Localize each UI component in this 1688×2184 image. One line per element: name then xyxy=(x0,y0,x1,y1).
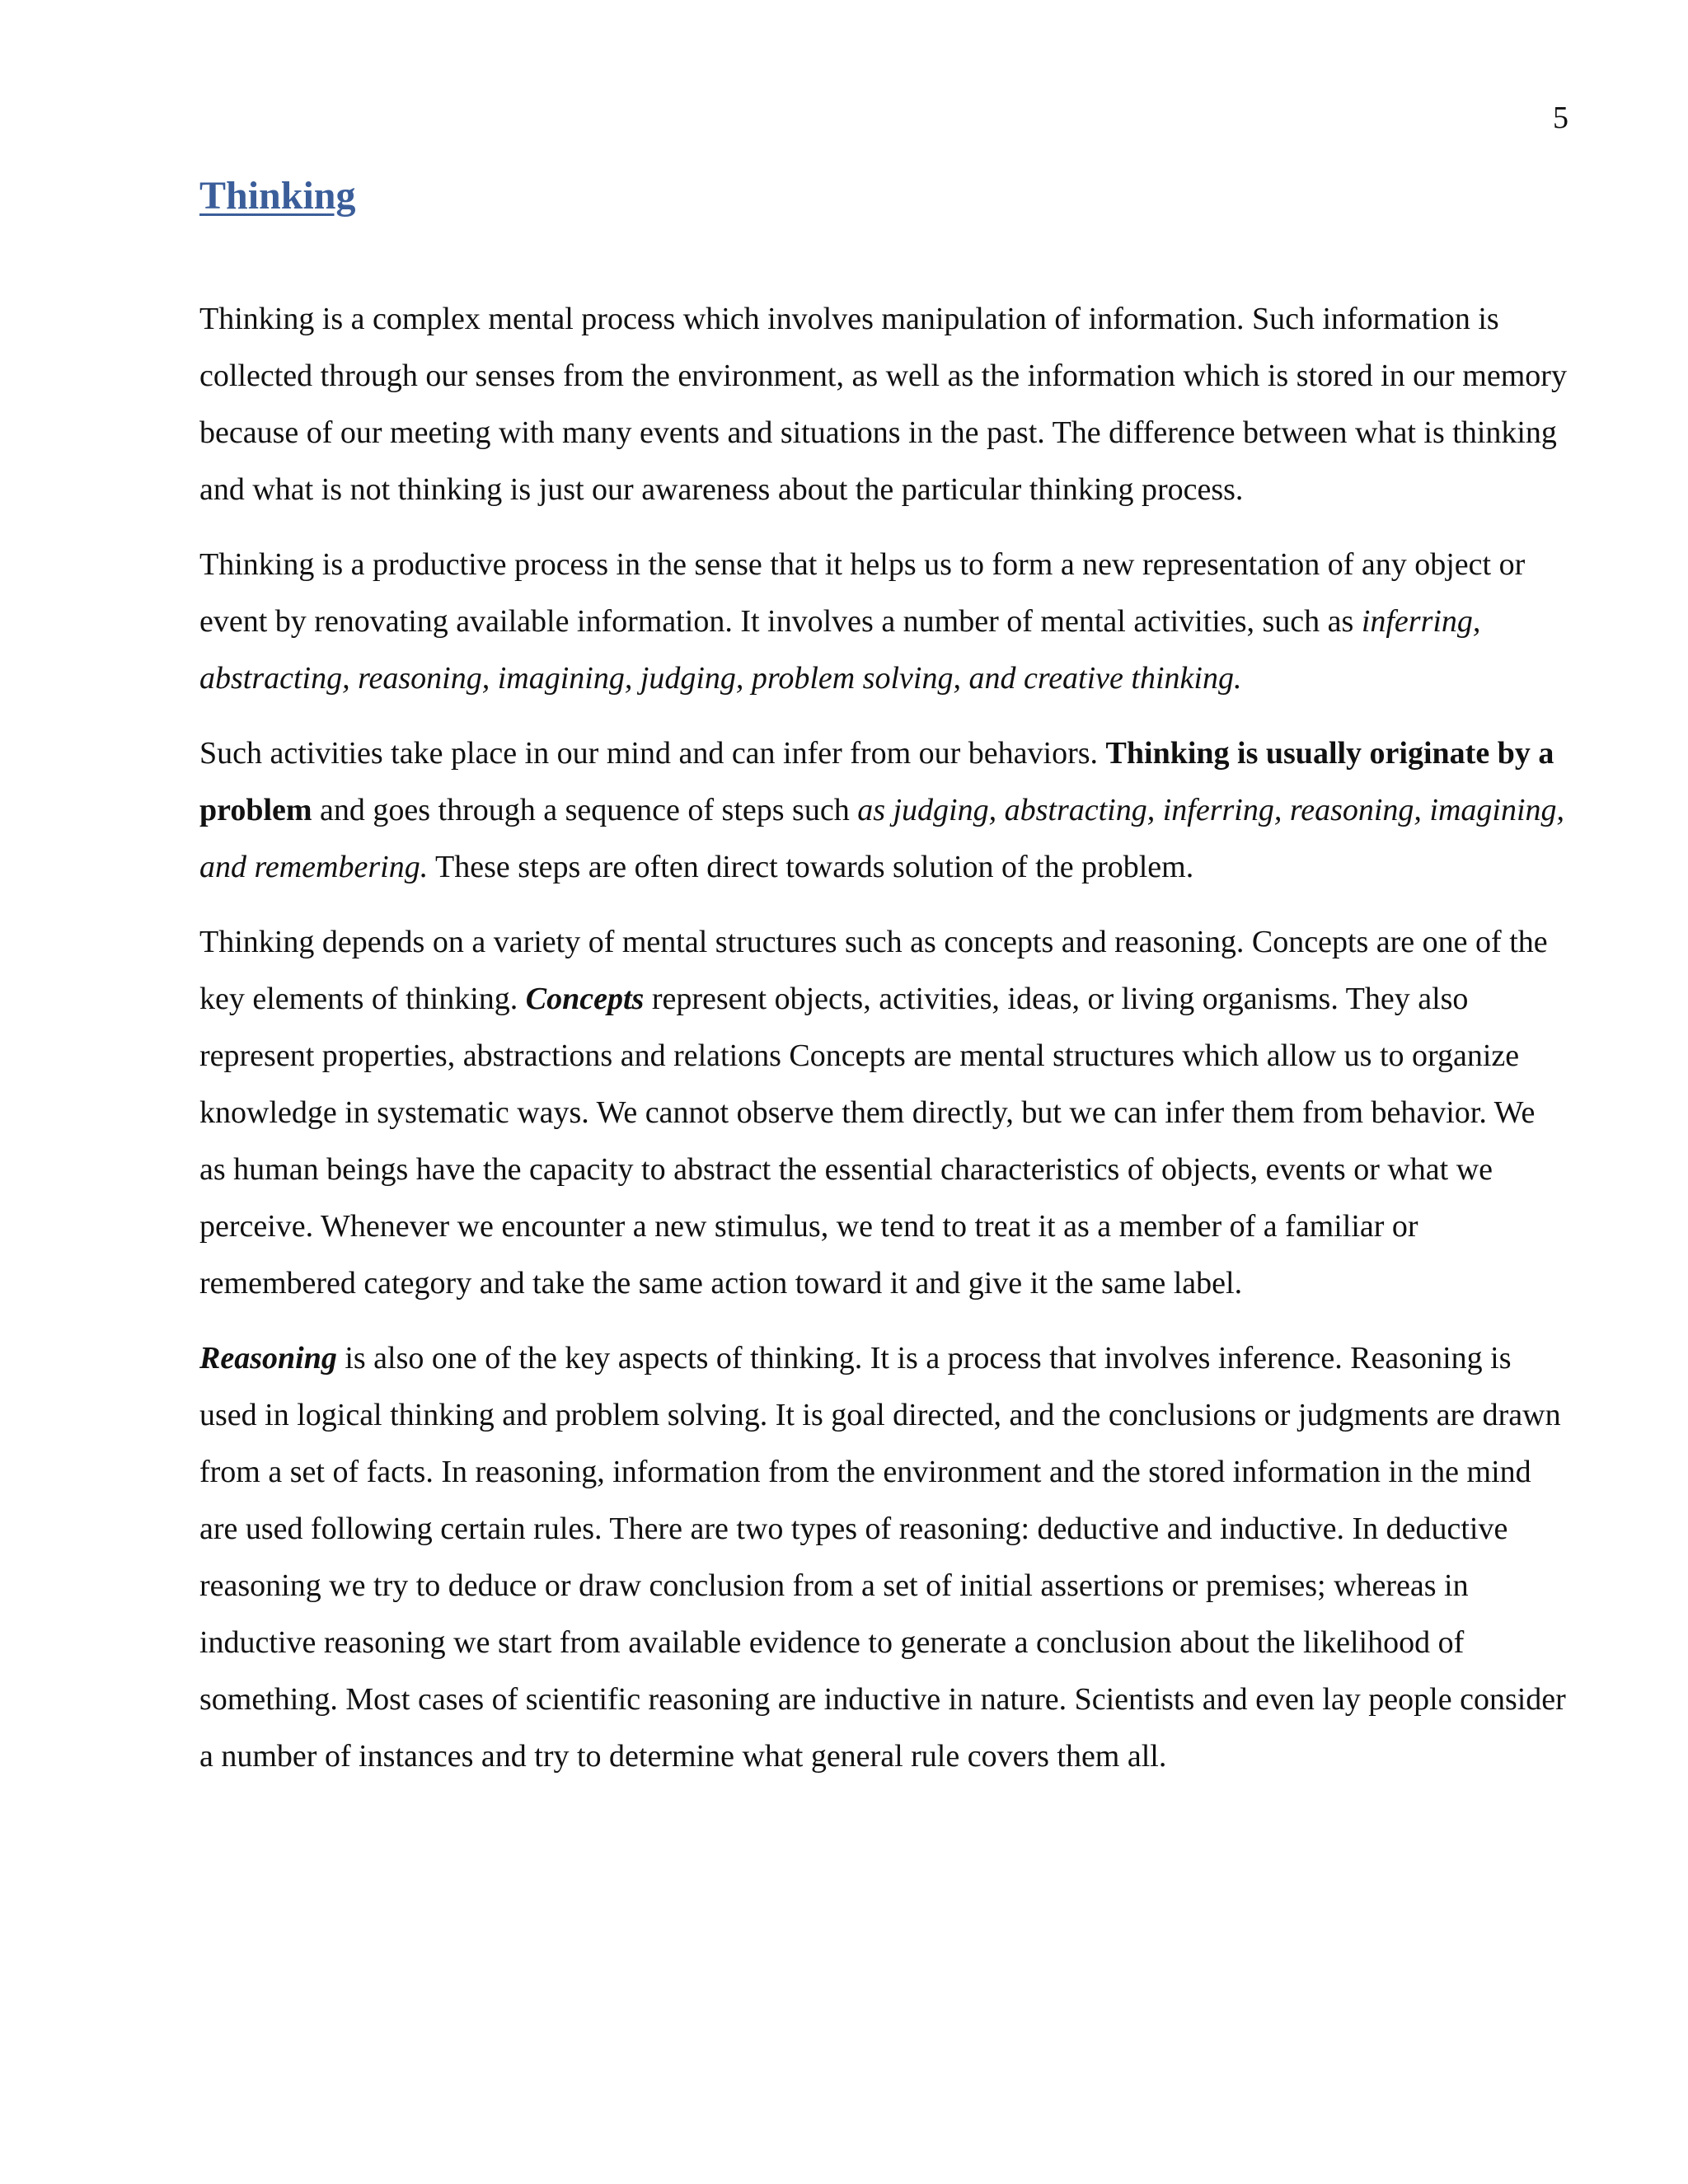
paragraph-4 xyxy=(199,914,1568,1312)
paragraph-5-term-reasoning: Reasoning xyxy=(199,1341,337,1376)
paragraph-2-text: Thinking is a productive process in the sense that it helps us to form a new representation of any object or event by renovating available information. It involves a number of mental activities, such as xyxy=(199,547,1526,639)
paragraph-2 xyxy=(199,537,1568,707)
paragraph-3-text: Such activities take place in our mind and can infer from our behaviors. xyxy=(199,736,1106,771)
paragraph-4-text: Thinking depends on a variety of mental structures such as concepts and reasoning. Concepts are one of the key elements of thinking. xyxy=(199,925,1548,1016)
paragraph-1-text: Thinking is a complex mental process which involves manipulation of information. Such information is collected through our senses from the environment, as well as the information which is stored in our memory because of our meeting with many events and situations in the past. The difference between what is thinking and what is not thinking is just our awareness about the particular thinking process. xyxy=(199,302,1567,507)
paragraph-3-text-2: and goes through a sequence of steps such xyxy=(312,793,858,827)
paragraph-3-text-3: These steps are often direct towards solution of the problem. xyxy=(428,850,1194,884)
paragraph-5-text: is also one of the key aspects of thinking. It is a process that involves inference. Reasoning is used in logical thinking and problem solving. It is goal directed, and the conclusions or judgments are drawn from a set of facts. In reasoning, information from the environment and the stored information in the mind are used following certain rules. There are two types of reasoning: deductive and inductive. In deductive reasoning we try to deduce or draw conclusion from a set of initial assertions or premises; whereas in inductive reasoning we start from available evidence to generate a conclusion about the likelihood of something. Most cases of scientific reasoning are inductive in nature. Scientists and even lay people consider a number of instances and try to determine what general rule covers them all. xyxy=(199,1341,1566,1774)
paragraph-3-bold-statement: Thinking is usually originate by a problem xyxy=(199,736,1554,827)
paragraph-5 xyxy=(199,1330,1568,1785)
paragraph-1 xyxy=(199,291,1568,518)
paragraph-2-italic-list: inferring, abstracting, reasoning, imagining, judging, problem solving, and creative thinking. xyxy=(199,604,1481,696)
paragraph-4-text-2: represent objects, activities, ideas, or living organisms. They also represent properties, abstractions and relations Concepts are mental structures which allow us to organize knowledge in systematic ways. We cannot observe them directly, but we can infer them from behavior. We as human beings have the capacity to abstract the essential characteristics of objects, events or what we perceive. Whenever we encounter a new stimulus, we tend to treat it as a member of a familiar or remembered category and take the same action toward it and give it the same label. xyxy=(199,982,1536,1301)
paragraph-3-italic-list: as judging, abstracting, inferring, reasoning, imagining, and remembering. xyxy=(199,793,1565,884)
paragraph-4-term-concepts: Concepts xyxy=(525,982,645,1016)
body-text xyxy=(199,291,1568,1785)
section-heading: Thinking xyxy=(199,174,356,218)
page-number: 5 xyxy=(1553,101,1568,135)
paragraph-3 xyxy=(199,725,1568,896)
